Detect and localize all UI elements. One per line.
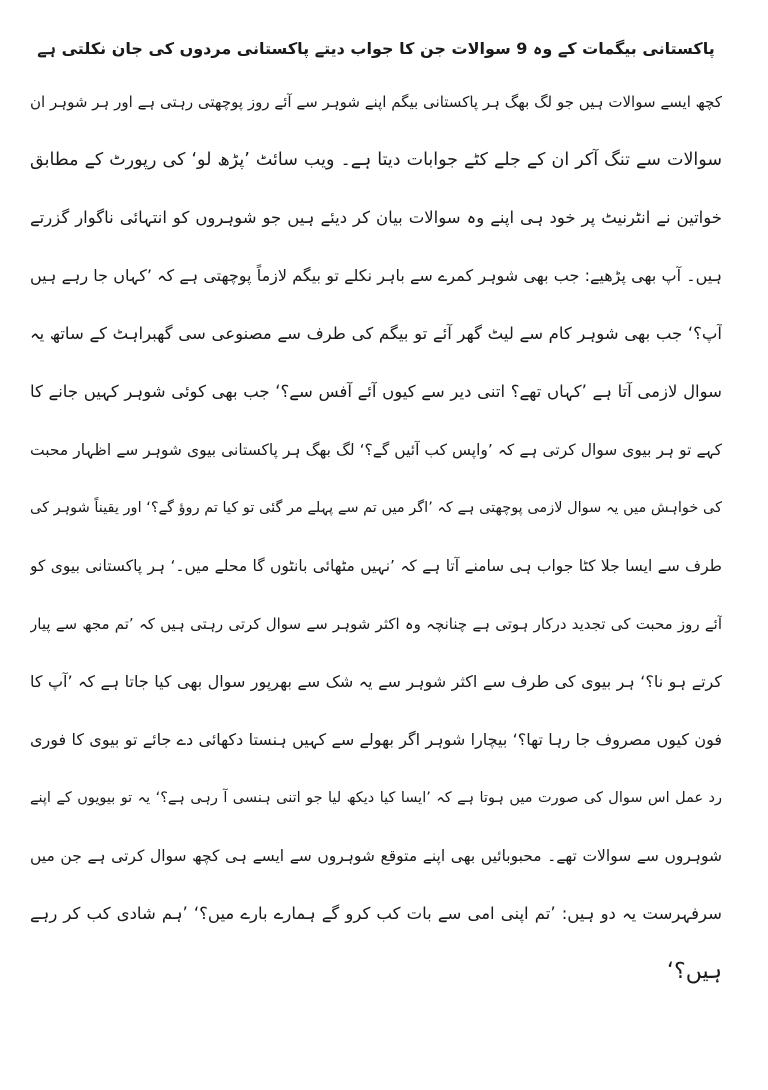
article-line: کچھ ایسے سوالات ہیں جو لگ بھگ ہر پاکستانی بیگم اپنے شوہر سے آئے روز پوچھتی رہتی ہے اور ہر شوہر ان <box>30 93 722 111</box>
article-line: سرفہرست یہ دو ہیں: ’تم اپنی امی سے بات کب کرو گے ہمارے بارے میں؟‘ ’ہم شادی کب کر رہے <box>30 904 722 923</box>
article-line: کی خواہش میں یہ سوال لازمی پوچھتی ہے کہ ’اگر میں تم سے پہلے مر گئی تو کیا تم روؤ گے؟‘ اور یقیناً شوہر کی <box>30 500 722 516</box>
article-line: کرتے ہو نا؟‘ ہر بیوی کی طرف سے اکثر شوہر سے یہ شک سے بھرپور سوال بھی کیا جاتا ہے کہ ’آپ کا <box>30 672 722 691</box>
article-line: کہے تو ہر بیوی سوال کرتی ہے کہ ’واپس کب آئیں گے؟‘ لگ بھگ ہر پاکستانی بیوی شوہر سے اظہار محبت <box>30 441 722 459</box>
article-line: رد عمل اس سوال کی صورت میں ہوتا ہے کہ ’ایسا کیا دیکھ لیا جو اتنی ہنسی آ رہی ہے؟‘ یہ تو بیویوں کے اپنے <box>30 790 722 806</box>
article-line: ہیں۔ آپ بھی پڑھیے: جب بھی شوہر کمرے سے باہر نکلے تو بیگم لازماً پوچھتی ہے کہ ’کہاں جا رہے ہیں <box>30 266 722 285</box>
article-line: سوال لازمی آتا ہے ’کہاں تھے؟ اتنی دیر سے کیوں آئے آفس سے؟‘ جب بھی کوئی شوہر کہیں جانے کا <box>30 382 722 401</box>
article-line: سوالات سے تنگ آکر ان کے جلے کٹے جوابات دیتا ہے۔ ویب سائٹ ’پڑھ لو‘ کی رپورٹ کے مطابق <box>30 150 722 170</box>
article-body <box>30 82 722 1010</box>
article-line: آپ؟‘ جب بھی شوہر کام سے لیٹ گھر آئے تو بیگم کی طرف سے مصنوعی سی گھبراہٹ کے ساتھ یہ <box>30 324 722 343</box>
article-line: شوہروں سے سوالات تھے۔ محبوبائیں بھی اپنے متوقع شوہروں سے ایسے ہی کچھ سوال کرتی ہے جن میں <box>30 847 722 865</box>
article-line: ہیں؟‘ <box>667 959 722 984</box>
article-line: آئے روز محبت کی تجدید درکار ہوتی ہے چنانچہ وہ اکثر شوہر سے سوال کرتی رہتی ہیں کہ ’تم مجھ سے پیار <box>30 615 722 633</box>
article-line: فون کیوں مصروف جا رہا تھا؟‘ بیچارا شوہر اگر بھولے سے کہیں ہنستا دکھائی دے جائے تو بیوی کا فوری <box>30 730 722 749</box>
article-title: پاکستانی بیگمات کے وہ 9 سوالات جن کا جواب دیتے پاکستانی مردوں کی جان نکلتی ہے <box>37 39 715 58</box>
article-line: طرف سے ایسا جلا کٹا جواب ہی سامنے آتا ہے کہ ’نہیں مٹھائی بانٹوں گا محلے میں۔‘ ہر پاکستانی بیوی کو <box>30 557 722 575</box>
article-line: خواتین نے انٹرنیٹ پر خود ہی اپنے وہ سوالات بیان کر دیئے ہیں جو شوہروں کو انتہائی ناگوار گزرتے <box>30 208 722 227</box>
